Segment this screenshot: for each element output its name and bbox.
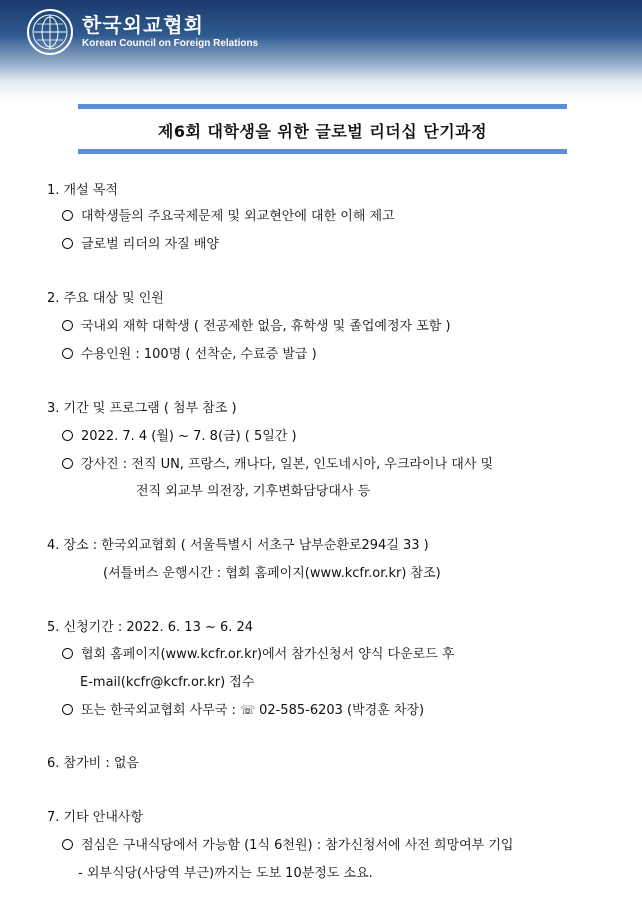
section-7-item-1: 점심은 구내식당에서 가능함 (1식 6천원) : 참가신청서에 사전 희망여부 기입: [62, 838, 513, 854]
title-rule-top: [78, 104, 567, 109]
section-7-continuation: - 외부식당(사당역 부근)까지는 도보 10분정도 소요.: [78, 866, 373, 881]
page-title: 제6회 대학생을 위한 글로벌 리더십 단기과정: [157, 122, 488, 141]
section-1-item-1: 대학생들의 주요국제문제 및 외교현안에 대한 이해 제고: [62, 209, 395, 225]
circle-bullet-icon: [62, 320, 73, 331]
section-2-item-1: 국내외 재학 대학생 ( 전공제한 없음, 휴학생 및 졸업예정자 포함 ): [62, 319, 451, 335]
section-2-heading: 2. 주요 대상 및 인원: [47, 291, 164, 306]
circle-bullet-icon: [62, 648, 73, 659]
title-box: [78, 104, 567, 154]
section-3-item-1: 2022. 7. 4 (월) ~ 7. 8(금) ( 5일간 ): [62, 429, 297, 445]
section-4-heading: 4. 장소 : 한국외교협회 ( 서울특별시 서초구 남부순환로294길 33 ): [47, 538, 429, 553]
section-5-item-2: 또는 한국외교협회 사무국 : ☏ 02-585-6203 (박경훈 차장): [62, 702, 424, 719]
section-1-heading: 1. 개설 목적: [47, 183, 118, 198]
section-3-heading: 3. 기간 및 프로그램 ( 첨부 참조 ): [47, 401, 237, 416]
section-5-heading: 5. 신청기간 : 2022. 6. 13 ~ 6. 24: [47, 620, 254, 635]
circle-bullet-icon: [62, 348, 73, 359]
title-rule-bottom: [78, 149, 567, 154]
section-5-item-1: 협회 홈페이지(www.kcfr.or.kr)에서 참가신청서 양식 다운로드 후: [62, 647, 454, 663]
org-name-english: Korean Council on Foreign Relations: [82, 38, 259, 49]
circle-bullet-icon: [62, 210, 73, 221]
phone-icon: ☏: [240, 703, 256, 717]
section-3-item-2: 강사진 : 전직 UN, 프랑스, 캐나다, 일본, 인도네시아, 우크라이나 대사 및: [62, 457, 493, 473]
section-2-item-2: 수용인원 : 100명 ( 선착순, 수료증 발급 ): [62, 347, 317, 363]
circle-bullet-icon: [62, 704, 73, 715]
section-3-continuation: 전직 외교부 의전장, 기후변화담당대사 등: [136, 484, 371, 499]
phone-detail: 02-585-6203 (박경훈 차장): [259, 703, 425, 718]
circle-bullet-icon: [62, 458, 73, 469]
org-name: 한국외교협회: [82, 13, 204, 37]
section-4-continuation: (셔틀버스 운행시간 : 협회 홈페이지(www.kcfr.or.kr) 참조): [103, 566, 441, 581]
section-1-item-2: 글로벌 리더의 자질 배양: [62, 237, 219, 253]
circle-bullet-icon: [62, 238, 73, 249]
section-6-heading: 6. 참가비 : 없음: [47, 756, 139, 771]
section-5-continuation: E-mail(kcfr@kcfr.or.kr) 접수: [80, 675, 255, 690]
section-7-heading: 7. 기타 안내사항: [47, 810, 144, 825]
circle-bullet-icon: [62, 839, 73, 850]
circle-bullet-icon: [62, 430, 73, 441]
kcfr-logo-icon: [26, 8, 74, 56]
